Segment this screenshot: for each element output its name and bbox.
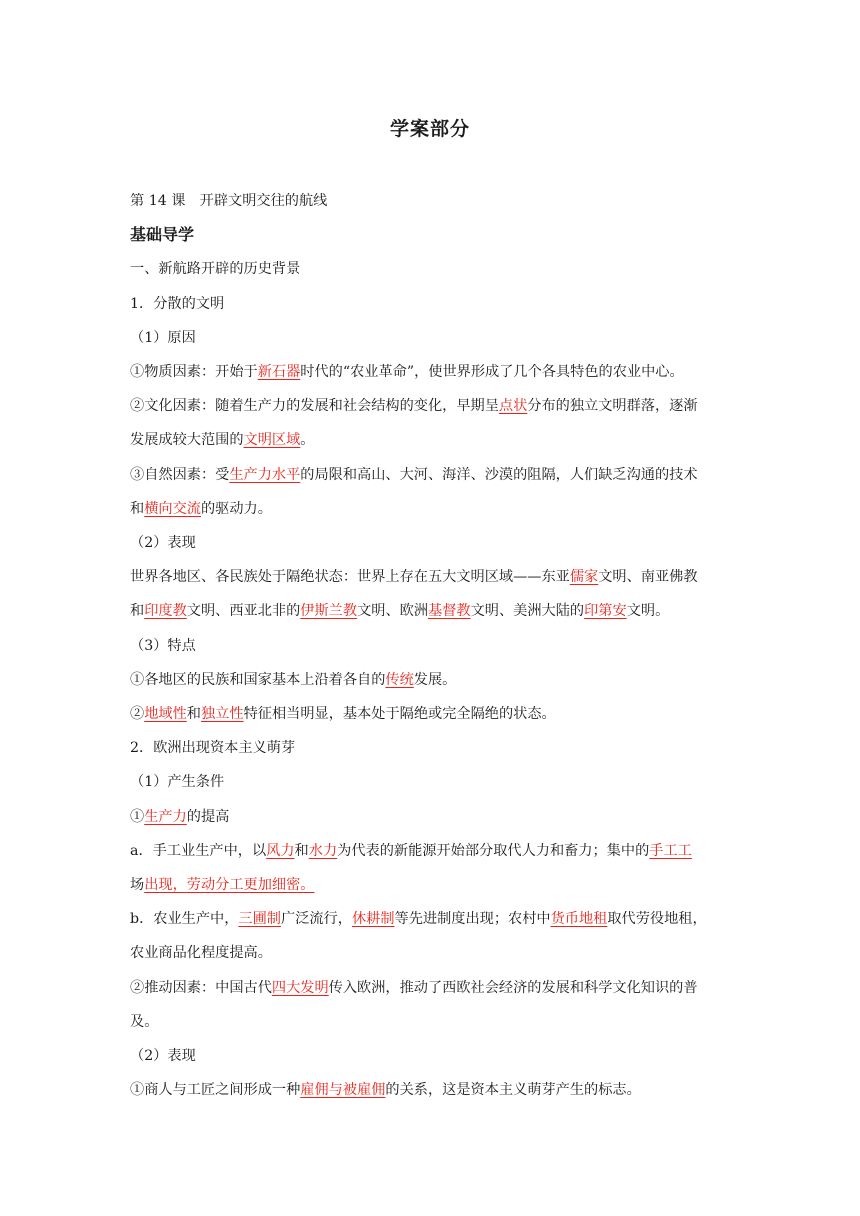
answer-blank: 货币地租 (550, 911, 608, 928)
page-title: 学案部分 (389, 118, 470, 140)
text-line (130, 355, 735, 389)
text-line (130, 902, 735, 936)
line-text: 和 (294, 842, 309, 859)
line-text: 农业商品化程度提高。 (130, 945, 272, 962)
text-line (130, 526, 735, 560)
line-text: 场 (130, 877, 145, 894)
line-text: ②文化因素：随着生产力的发展和社会结构的变化，早期呈 (130, 398, 499, 415)
answer-blank: 生产力水平 (229, 466, 301, 483)
text-line (130, 971, 735, 1005)
line-text: 的驱动力。 (200, 500, 272, 517)
line-text: （2）表现 (130, 1048, 196, 1065)
paragraph-list (130, 252, 735, 1107)
lesson-title: 第 14 课 开辟文明交往的航线 (130, 193, 328, 209)
line-text: 传入欧洲，推动了西欧社会经济的发展和科学文化知识的普 (328, 979, 698, 996)
text-line (130, 663, 735, 697)
line-text: 和 (186, 706, 201, 723)
answer-blank: 地域性 (144, 706, 187, 723)
line-text: 为代表的新能源开始部分取代人力和畜力；集中的 (337, 842, 650, 859)
answer-blank: 传统 (385, 671, 414, 688)
answer-blank: 风力 (266, 842, 295, 859)
text-line (130, 389, 735, 423)
answer-blank: 四大发明 (271, 979, 329, 996)
answer-blank: 独立性 (200, 706, 244, 723)
line-text: 发展。 (413, 671, 457, 688)
answer-blank: 雇佣与被雇佣 (300, 1082, 386, 1099)
line-text: 等先进制度出现；农村中 (394, 911, 551, 928)
text-line (130, 594, 735, 628)
line-text: 发展成较大范围的 (130, 432, 244, 449)
answer-blank: 休耕制 (351, 911, 395, 928)
line-text: 文明。 (626, 603, 670, 620)
document-body (130, 184, 735, 1107)
answer-blank: 出现，劳动分工更加细密。 (144, 877, 315, 894)
line-text: ② (130, 706, 145, 723)
line-text: （2）表现 (130, 535, 196, 552)
text-line (130, 697, 735, 731)
answer-blank: 水力 (308, 842, 338, 859)
text-line (130, 252, 735, 286)
text-line (130, 800, 735, 834)
line-text: 文明、西亚北非的 (186, 603, 301, 620)
text-line (130, 287, 735, 321)
answer-blank: 点状 (498, 398, 528, 415)
answer-blank: 基督教 (428, 603, 471, 620)
line-text: 时代的“农业革命”，使世界形成了几个各具特色的农业中心。 (300, 364, 684, 381)
line-text: 世界各地区、各民族处于隔绝状态：世界上存在五大文明区域——东亚 (130, 569, 570, 586)
line-text: 的关系，这是资本主义萌芽产生的标志。 (385, 1082, 641, 1099)
line-text: b．农业生产中， (130, 911, 239, 928)
line-text: ②推动因素：中国古代 (130, 979, 272, 996)
answer-blank: 文明区域 (243, 432, 301, 449)
text-line (130, 868, 735, 902)
answer-blank: 印第安 (584, 603, 627, 620)
text-line (130, 1073, 735, 1107)
line-text: ① (130, 808, 145, 825)
text-line (130, 321, 735, 355)
text-line (130, 936, 735, 970)
answer-blank: 生产力 (144, 808, 187, 825)
line-text: 1．分散的文明 (130, 295, 225, 312)
text-line (130, 1005, 735, 1039)
text-line (130, 423, 735, 457)
section-heading: 基础导学 (130, 225, 195, 245)
answer-blank: 新石器 (257, 364, 301, 381)
answer-blank: 儒家 (569, 569, 599, 586)
text-line (130, 458, 735, 492)
text-line (130, 834, 735, 868)
line-text: 的提高 (186, 808, 230, 825)
line-text: 和 (130, 500, 145, 517)
line-text: 文明、南亚佛教 (598, 569, 698, 586)
answer-blank: 印度教 (144, 603, 187, 620)
line-text: 文明、欧洲 (357, 603, 429, 620)
line-text: 文明、美洲大陆的 (470, 603, 585, 620)
text-line (130, 492, 735, 526)
line-text: （3）特点 (130, 637, 196, 654)
line-text: 取代劳役地租， (607, 911, 707, 928)
line-text: 分布的独立文明群落，逐渐 (527, 398, 698, 415)
line-text: a．手工业生产中，以 (130, 842, 267, 859)
answer-blank: 横向交流 (144, 500, 201, 517)
line-text: 及。 (130, 1013, 159, 1030)
answer-blank: 手工工 (649, 842, 692, 859)
line-text: 一、新航路开辟的历史背景 (130, 261, 301, 278)
text-line (130, 765, 735, 799)
answer-blank: 伊斯兰教 (300, 603, 358, 620)
text-line (130, 629, 735, 663)
text-line (130, 731, 735, 765)
line-text: ①各地区的民族和国家基本上沿着各自的 (130, 671, 386, 688)
line-text: ①商人与工匠之间形成一种 (130, 1082, 301, 1099)
line-text: 广泛流行， (280, 911, 352, 928)
line-text: （1）产生条件 (130, 774, 225, 791)
line-text: （1）原因 (130, 329, 196, 346)
text-line (130, 1039, 735, 1073)
line-text: 和 (130, 603, 145, 620)
line-text: 的局限和高山、大河、海洋、沙漠的阻隔，人们缺乏沟通的技术 (300, 466, 698, 483)
line-text: 。 (300, 432, 315, 449)
line-text: 特征相当明显，基本处于隔绝或完全隔绝的状态。 (243, 706, 556, 723)
text-line (130, 560, 735, 594)
line-text: ③自然因素：受 (130, 466, 230, 483)
line-text: 2．欧洲出现资本主义萌芽 (130, 740, 296, 757)
answer-blank: 三圃制 (238, 911, 281, 928)
line-text: ①物质因素：开始于 (130, 364, 258, 381)
